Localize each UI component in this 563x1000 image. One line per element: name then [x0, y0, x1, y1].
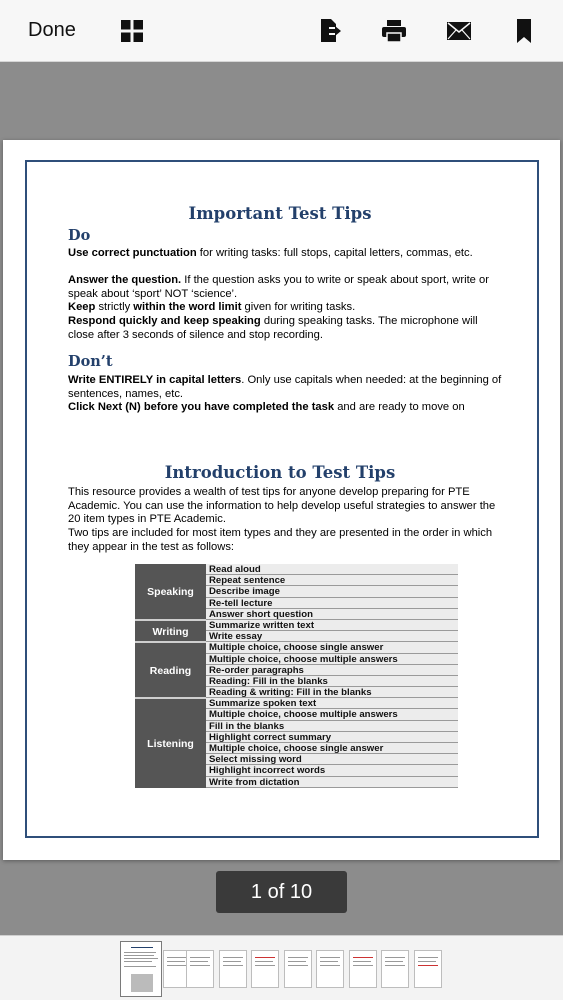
category-listening: Listening	[135, 699, 206, 788]
print-icon[interactable]	[381, 18, 407, 44]
table-row: Describe image	[206, 586, 458, 597]
category-writing: Writing	[135, 621, 206, 642]
do-item: Answer the question. If the question asks you to write or speak about sport, write or speak about ‘sport’ NOT ‘science’.	[68, 274, 489, 300]
table-row: Fill in the blanks	[206, 721, 458, 732]
page-thumbnail[interactable]	[316, 950, 344, 988]
table-row: Summarize written text	[206, 620, 458, 631]
item-list	[206, 564, 458, 788]
page-thumbnail[interactable]	[120, 941, 162, 997]
intro-title: Introduction to Test Tips	[164, 463, 396, 482]
page-thumbnail[interactable]	[414, 950, 442, 988]
dont-heading: Don’t	[68, 353, 113, 370]
do-heading: Do	[68, 227, 91, 244]
do-item: Keep strictly within the word limit given for writing tasks.	[68, 301, 356, 313]
page-thumbnail[interactable]	[284, 950, 312, 988]
table-row: Highlight incorrect words	[206, 765, 458, 776]
table-row: Write from dictation	[206, 777, 458, 788]
thumbnail-strip	[0, 935, 563, 1000]
table-row: Multiple choice, choose single answer	[206, 743, 458, 754]
table-row: Write essay	[206, 631, 458, 642]
dont-item: Write ENTIRELY in capital letters. Only use capitals when needed: at the beginning of sentences, names, etc.	[68, 374, 502, 400]
do-item: Respond quickly and keep speaking during speaking tasks. The microphone will close after 3 seconds of silence and stop recording.	[68, 315, 478, 341]
table-row: Read aloud	[206, 564, 458, 575]
top-toolbar	[0, 0, 563, 62]
page-thumbnail[interactable]	[219, 950, 247, 988]
page-thumbnail[interactable]	[349, 950, 377, 988]
table-row: Multiple choice, choose multiple answers	[206, 654, 458, 665]
dont-item: Click Next (N) before you have completed the task and are ready to move on	[68, 401, 465, 413]
table-row: Multiple choice, choose multiple answers	[206, 709, 458, 720]
table-row: Repeat sentence	[206, 575, 458, 586]
bookmark-icon[interactable]	[511, 18, 537, 44]
pdf-page	[3, 140, 560, 860]
table-row: Reading & writing: Fill in the blanks	[206, 687, 458, 698]
table-row: Re-tell lecture	[206, 598, 458, 609]
intro-paragraph: Two tips are included for most item types and they are presented in the order in which they appear in the test as follows:	[68, 527, 493, 553]
item-types-table	[135, 564, 458, 788]
table-row: Reading: Fill in the blanks	[206, 676, 458, 687]
page-thumbnail[interactable]	[186, 950, 214, 988]
category-reading: Reading	[135, 643, 206, 698]
done-button[interactable]: Done	[28, 19, 76, 41]
table-row: Multiple choice, choose single answer	[206, 642, 458, 653]
table-row: Highlight correct summary	[206, 732, 458, 743]
table-row: Summarize spoken text	[206, 698, 458, 709]
intro-paragraph: This resource provides a wealth of test tips for anyone develop preparing for PTE Academic. You can use the information to help develop useful strategies to answer the 20 item types in PTE Academic.	[68, 486, 496, 525]
table-row: Answer short question	[206, 609, 458, 620]
table-row: Select missing word	[206, 754, 458, 765]
table-row: Re-order paragraphs	[206, 665, 458, 676]
mail-icon[interactable]	[446, 18, 472, 44]
export-icon[interactable]	[316, 18, 342, 44]
page-counter: 1 of 10	[216, 871, 347, 913]
page-thumbnail[interactable]	[251, 950, 279, 988]
page-thumbnail[interactable]	[381, 950, 409, 988]
page-title: Important Test Tips	[188, 204, 372, 223]
grid-icon[interactable]	[119, 18, 145, 44]
do-item: Use correct punctuation for writing tasks: full stops, capital letters, commas, etc.	[68, 247, 473, 259]
document-viewer[interactable]	[0, 62, 563, 935]
category-speaking: Speaking	[135, 564, 206, 620]
